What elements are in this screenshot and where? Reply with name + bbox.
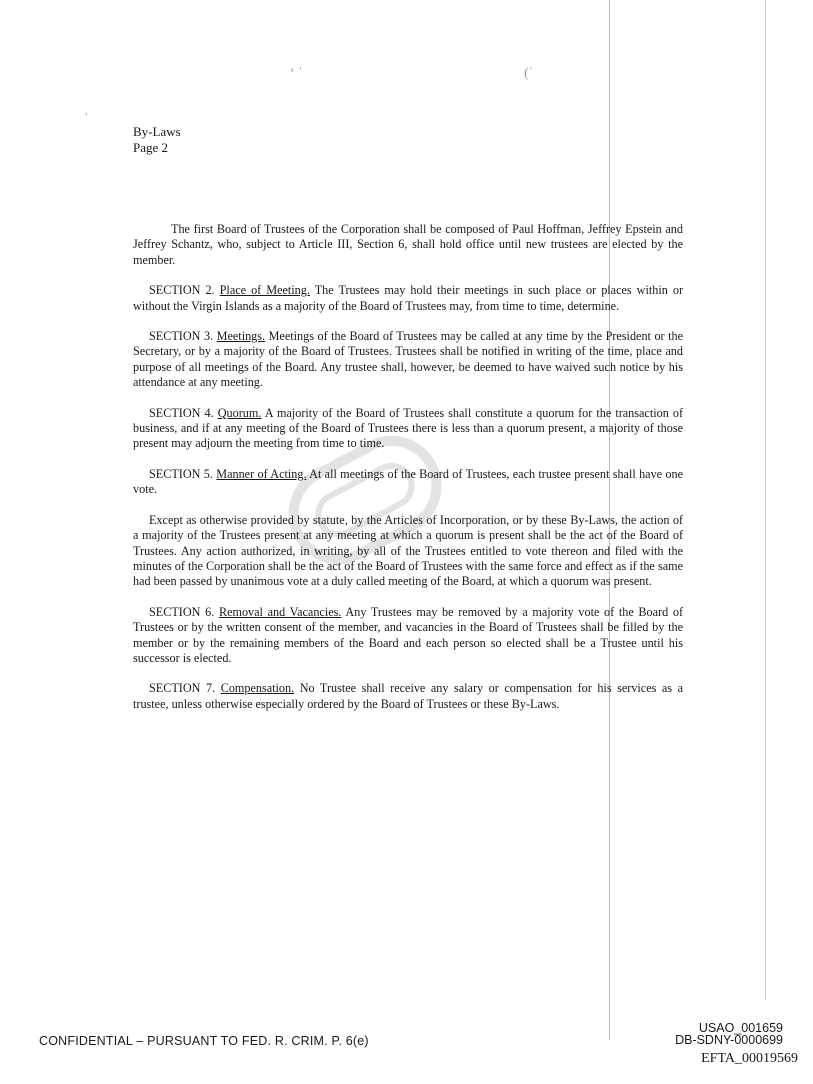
page-number: Page 2 [133,140,169,155]
scan-speck: (ˈ [524,66,534,81]
section-title: Place of Meeting. [219,283,310,298]
section-number: SECTION 4. [149,405,214,420]
page-header [133,124,181,156]
section-number: SECTION 3. [149,329,214,344]
bates-numbers [675,1022,783,1046]
intro-paragraph: The first Board of Trustees of the Corporation shall be composed of Paul Hoffman, Jeffrey Epstein and Jeffrey Schantz, who, subject to Article III, Section 6, shall hold office until new trustees are elected by the member. [133,222,683,267]
section-number: SECTION 2. [149,283,215,298]
section-title: Meetings. [216,329,266,344]
section-number: SECTION 7. [149,681,216,696]
section-title: Manner of Acting. [216,466,307,481]
document-name: By-Laws [133,124,181,139]
scan-speck: · [84,108,89,123]
section-text: The Trustees may hold their meetings in such place or places within or without the Virgin Islands as a majority of the Board of Trustees may, from time to time, determine. [133,283,684,313]
confidential-notice: CONFIDENTIAL – PURSUANT TO FED. R. CRIM. P. 6(e) [39,1034,369,1048]
except-paragraph: Except as otherwise provided by statute, by the Articles of Incorporation, or by these By-Laws, the action of a majority of the Trustees present at any meeting at which a quorum is present shall be the act of the Board of Trustees. Any action authorized, in writing, by all of the Trustees entitled to vote thereon and filed with the minutes of the Corporation shall be the act of the Board of Trustees with the same force and effect as if the same had been passed by unanimous vote at a duly called meeting of the Board, at which a quorum was present. [133,512,683,589]
section-number: SECTION 6. [149,604,215,619]
section-number: SECTION 5. [149,466,213,481]
efta-number: EFTA_00019569 [701,1051,798,1066]
section-3 [133,329,683,391]
section-4 [133,406,683,452]
section-title: Compensation. [220,681,295,696]
section-title: Removal and Vacancies. [218,604,342,619]
section-text: No Trustee shall receive any salary or compensation for his services as a trustee, unless otherwise especially ordered by the Board of Trustees or these By-Laws. [133,681,684,711]
section-5 [133,467,683,498]
section-title: Quorum. [217,405,262,420]
section-text: Any Trustees may be removed by a majority vote of the Board of Trustees or by the written consent of the member, and vacancies in the Board of Trustees shall be filled by the member or by the remaining members of the Board and each person so elected shall be a Trustee until his successor is elected. [133,604,683,665]
scan-speck: ‘ ˈ [290,66,303,81]
section-text: A majority of the Board of Trustees shall constitute a quorum for the transaction of business, and if at any meeting of the Board of Trustees there is less than a quorum present, a majority of those present may adjourn the meeting from time to time. [133,405,684,451]
scan-artifact-line [765,0,766,1000]
section-text: At all meetings of the Board of Trustees, each trustee present shall have one vote. [133,466,683,497]
db-sdny-bates: DB-SDNY-0000699 [675,1033,783,1047]
document-body [133,222,683,727]
section-6 [133,605,683,667]
usao-bates: USAO_001659 [698,1021,783,1035]
section-text: Meetings of the Board of Trustees may be called at any time by the President or the Secretary, or by a majority of the Board of Trustees. Trustees shall be notified in writing of the time, place and purpose of all meetings of the Board. Any trustee shall, however, be deemed to have waived such notice by his attendance at any meeting. [133,329,684,390]
section-7 [133,681,683,712]
section-2 [133,283,683,314]
